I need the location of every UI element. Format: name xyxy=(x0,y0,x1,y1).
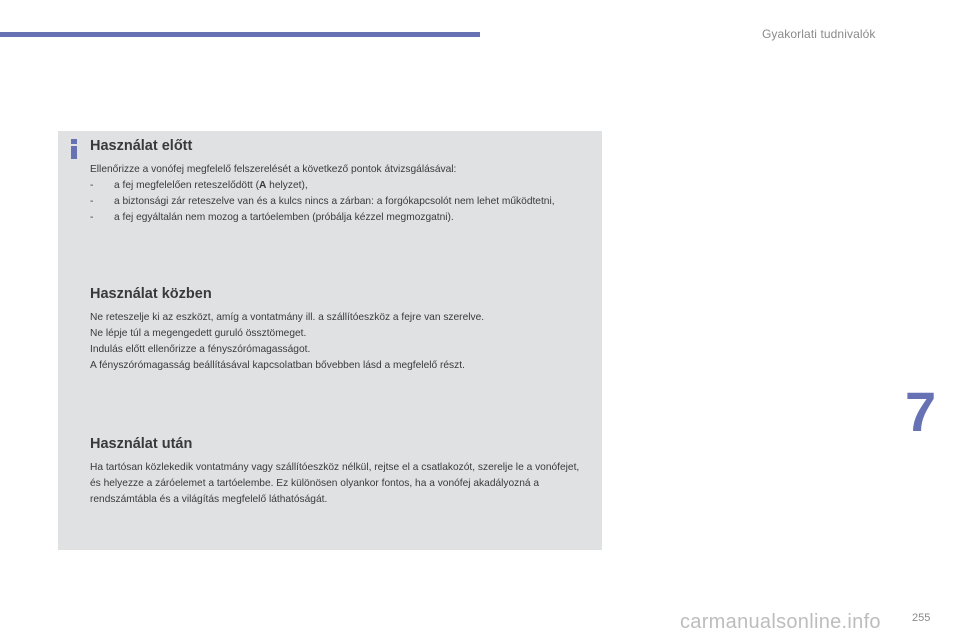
after-use-text: Ha tartósan közlekedik vontatmány vagy szállítóeszköz nélkül, rejtse el a csatlakozót, szerelje le a vonófejet, és helyezze a záróelemet a tartóelembe. Ez különösen olyankor fontos, ha a vonófej akadályozná a rendszámtábla és a világítás megfelelő láthatóságát. xyxy=(90,462,580,505)
before-use-section xyxy=(90,138,590,226)
section-title: Gyakorlati tudnivalók xyxy=(762,27,876,41)
during-use-title: Használat közben xyxy=(90,286,212,302)
during-use-section xyxy=(90,286,590,374)
list-item-text: a fej megfelelően reteszelődött ( xyxy=(114,180,259,191)
header-accent-bar xyxy=(0,32,480,37)
chapter-number: 7 xyxy=(905,380,937,443)
after-use-section xyxy=(90,436,590,508)
list-item xyxy=(90,194,590,210)
during-use-line: Indulás előtt ellenőrizze a fényszórómagasságot. xyxy=(90,344,311,355)
list-item xyxy=(90,178,590,194)
during-use-line: A fényszórómagasság beállításával kapcsolatban bővebben lásd a megfelelő részt. xyxy=(90,360,465,371)
list-dash: - xyxy=(90,212,94,223)
list-item xyxy=(90,210,590,226)
page-number: 255 xyxy=(912,612,931,624)
info-icon xyxy=(67,138,81,160)
list-dash: - xyxy=(90,180,94,191)
list-item-bold: A xyxy=(258,180,267,191)
during-use-line: Ne lépje túl a megengedett guruló össztömeget. xyxy=(90,328,307,339)
before-use-title: Használat előtt xyxy=(90,138,193,154)
list-item-text: a biztonsági zár reteszelve van és a kulcs nincs a zárban: a forgókapcsolót nem lehet működtetni, xyxy=(114,196,555,207)
list-item-text: a fej egyáltalán nem mozog a tartóelemben (próbálja kézzel megmozgatni). xyxy=(114,212,454,223)
during-use-line: Ne reteszelje ki az eszközt, amíg a vontatmány ill. a szállítóeszköz a fejre van szerelve. xyxy=(90,312,485,323)
after-use-title: Használat után xyxy=(90,436,193,452)
list-dash: - xyxy=(90,196,94,207)
watermark: carmanualsonline.info xyxy=(680,611,881,633)
before-use-intro: Ellenőrizze a vonófej megfelelő felszerelését a következő pontok átvizsgálásával: xyxy=(90,164,457,175)
list-item-text: helyzet), xyxy=(266,180,308,191)
